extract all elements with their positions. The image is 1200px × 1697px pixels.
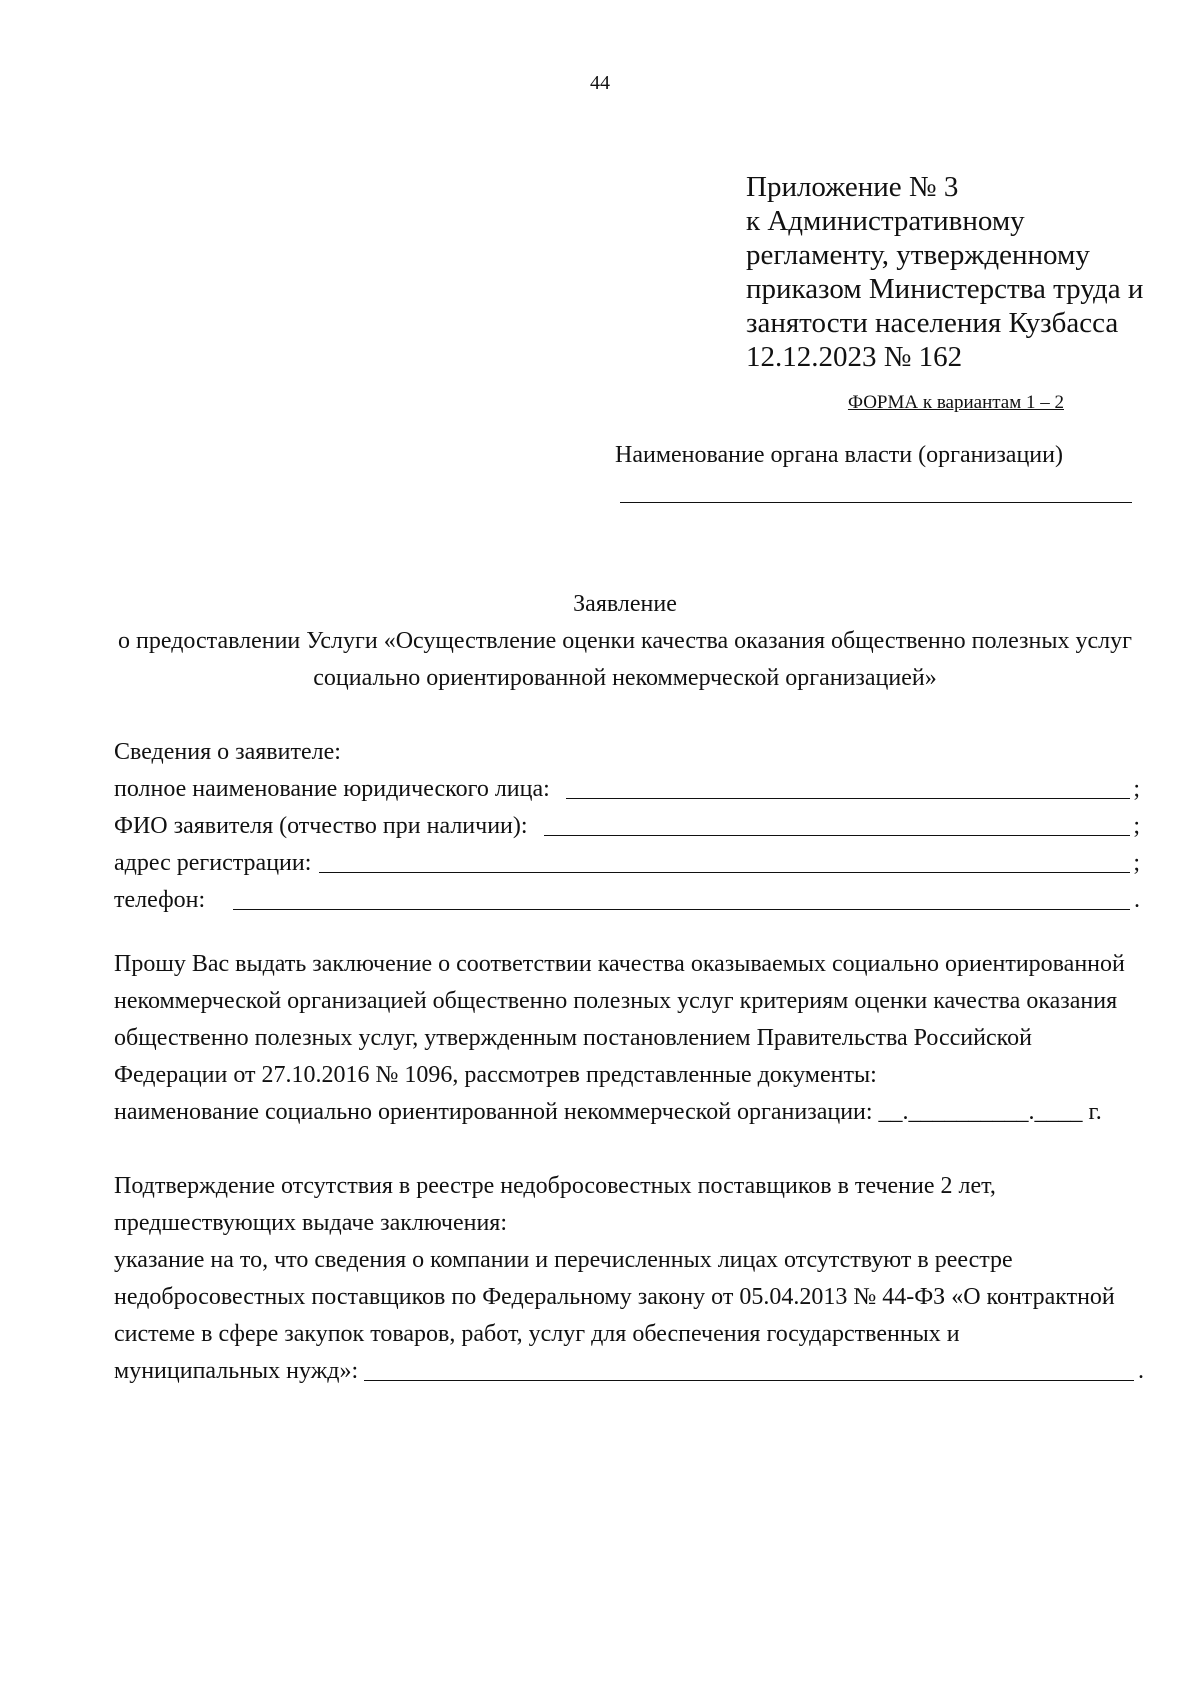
field-label: полное наименование юридического лица: [114,776,550,802]
title-line: о предоставлении Услуги «Осуществление оценки качества оказания общественно полезных услуг [118,628,1132,654]
confirm-line: недобросовестных поставщиков по Федеральному закону от 05.04.2013 № 44-ФЗ «О контрактной [114,1284,1115,1310]
request-paragraph [114,946,1144,1131]
field-terminator: ; [1133,850,1140,876]
form-variant-label: ФОРМА к вариантам 1 – 2 [847,392,1064,413]
confirm-line: предшествующих выдаче заключения: [114,1210,508,1236]
appendix-line: к Административному [746,205,1025,237]
request-line: Федерации от 27.10.2016 № 1096, рассмотрев представленные документы: [114,1062,877,1088]
applicant-fio-blank-line[interactable] [544,835,1130,836]
municipal-needs-blank-line[interactable] [364,1380,1134,1381]
field-label: адрес регистрации: [114,850,312,876]
title-heading: Заявление [573,591,677,617]
confirm-line: системе в сфере закупок товаров, работ, услуг для обеспечения государственных и [114,1321,960,1347]
field-label: ФИО заявителя (отчество при наличии): [114,813,528,839]
document-title [100,586,1150,697]
registration-address-blank-line[interactable] [319,872,1130,873]
confirm-line: Подтверждение отсутствия в реестре недобросовестных поставщиков в течение 2 лет, [114,1173,996,1199]
field-label: муниципальных нужд»: [114,1358,359,1384]
appendix-line: регламенту, утвержденному [746,239,1090,271]
field-terminator: ; [1133,776,1140,802]
title-line: социально ориентированной некоммерческой организацией» [313,665,937,691]
field-terminator: . [1134,887,1140,913]
applicant-fio-field [114,808,1140,845]
authority-name-label: Наименование органа власти (организации) [615,442,1063,468]
field-label: телефон: [114,887,206,913]
appendix-line: 12.12.2023 № 162 [746,341,963,373]
legal-entity-name-blank-line[interactable] [566,798,1130,799]
request-line: Прошу Вас выдать заключение о соответствии качества оказываемых социально ориентированной [114,951,1125,977]
appendix-block [746,170,1143,374]
registry-confirmation-paragraph [114,1168,1144,1390]
applicant-section [114,734,1140,919]
field-terminator: . [1138,1358,1144,1384]
applicant-heading: Сведения о заявителе: [114,739,341,765]
phone-field [114,882,1140,919]
authority-name-blank-line[interactable] [620,502,1132,503]
page-number: 44 [590,72,610,94]
registration-address-field [114,845,1140,882]
legal-entity-name-field [114,771,1140,808]
organization-name-date-line[interactable]: наименование социально ориентированной некоммерческой организации: __.__________.____ г. [114,1099,1102,1125]
field-terminator: ; [1133,813,1140,839]
request-line: некоммерческой организацией общественно полезных услуг критериям оценки качества оказания [114,988,1118,1014]
phone-blank-line[interactable] [233,909,1130,910]
municipal-needs-field [114,1353,1144,1390]
confirm-line: указание на то, что сведения о компании и перечисленных лицах отсутствуют в реестре [114,1247,1013,1273]
request-line: общественно полезных услуг, утвержденным постановлением Правительства Российской [114,1025,1032,1051]
appendix-line: занятости населения Кузбасса [746,307,1119,339]
appendix-line: Приложение № 3 [746,171,959,203]
appendix-line: приказом Министерства труда и [746,273,1144,305]
